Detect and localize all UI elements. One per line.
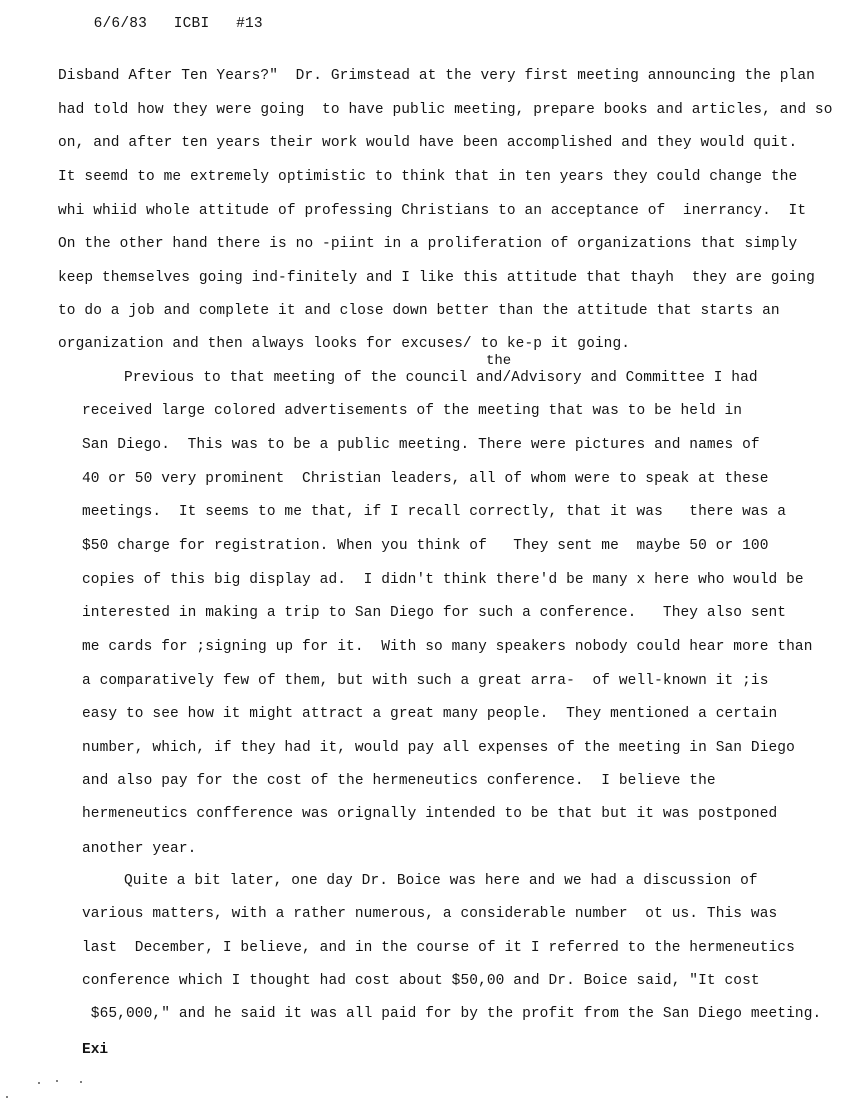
text-line: meetings. It seems to me that, if I recall correctly, that it was there was a: [82, 504, 787, 520]
text-line: Disband After Ten Years?" Dr. Grimstead at the very first meeting announcing the plan: [58, 68, 815, 84]
text-line: $50 charge for registration. When you think of They sent me maybe 50 or 100: [82, 538, 769, 554]
header-number: #13: [236, 16, 263, 32]
text-line: hermeneutics confference was orignally intended to be that but it was postponed: [82, 806, 778, 822]
scan-speck: [80, 1081, 82, 1083]
text-line: last December, I believe, and in the course of it I referred to the hermeneutics: [82, 940, 795, 956]
text-line: $65,000," and he said it was all paid for by the profit from the San Diego meeting.: [82, 1006, 822, 1022]
text-line: copies of this big display ad. I didn't think there'd be many x here who would be: [82, 572, 804, 588]
text-line: to do a job and complete it and close down better than the attitude that starts an: [58, 303, 780, 319]
scan-speck: [6, 1096, 8, 1098]
text-line: on, and after ten years their work would have been accomplished and they would quit.: [58, 135, 798, 151]
text-line: whi whiid whole attitude of professing Christians to an acceptance of inerrancy. It: [58, 203, 807, 219]
text-line: Previous to that meeting of the council and/Advisory and Committee I had: [124, 370, 758, 386]
header-date: 6/6/83: [93, 16, 148, 32]
text-line: another year.: [82, 841, 197, 857]
interlinear-insertion: the: [486, 353, 512, 369]
text-line: organization and then always looks for excuses/ to ke-p it going.: [58, 336, 631, 352]
header-org: ICBI: [173, 16, 210, 32]
text-line: easy to see how it might attract a great many people. They mentioned a certain: [82, 706, 778, 722]
text-line: conference which I thought had cost about $50,00 and Dr. Boice said, "It cost: [82, 973, 760, 989]
text-line: keep themselves going ind-finitely and I like this attitude that thayh they are going: [58, 270, 815, 286]
text-line: It seemd to me extremely optimistic to think that in ten years they could change the: [58, 169, 798, 185]
text-line: Quite a bit later, one day Dr. Boice was here and we had a discussion of: [124, 873, 758, 889]
text-line: and also pay for the cost of the hermeneutics conference. I believe the: [82, 773, 716, 789]
text-line: a comparatively few of them, but with such a great arra- of well-known it ;is: [82, 673, 769, 689]
text-line: me cards for ;signing up for it. With so many speakers nobody could hear more than: [82, 639, 813, 655]
text-line: interested in making a trip to San Diego for such a conference. They also sent: [82, 605, 787, 621]
text-line: number, which, if they had it, would pay all expenses of the meeting in San Diego: [82, 740, 795, 756]
scan-speck: [38, 1082, 40, 1084]
text-line: 40 or 50 very prominent Christian leaders, all of whom were to speak at these: [82, 471, 769, 487]
text-line: San Diego. This was to be a public meeting. There were pictures and names of: [82, 437, 760, 453]
struck-footer-mark: Exi: [82, 1042, 109, 1058]
scan-speck: [56, 1080, 58, 1082]
text-line: received large colored advertisements of the meeting that was to be held in: [82, 403, 743, 419]
text-line: various matters, with a rather numerous, a considerable number ot us. This was: [82, 906, 778, 922]
text-line: had told how they were going to have public meeting, prepare books and articles, and so: [58, 102, 833, 118]
page-header: [58, 0, 263, 48]
text-line: On the other hand there is no -piint in a proliferation of organizations that simply: [58, 236, 798, 252]
